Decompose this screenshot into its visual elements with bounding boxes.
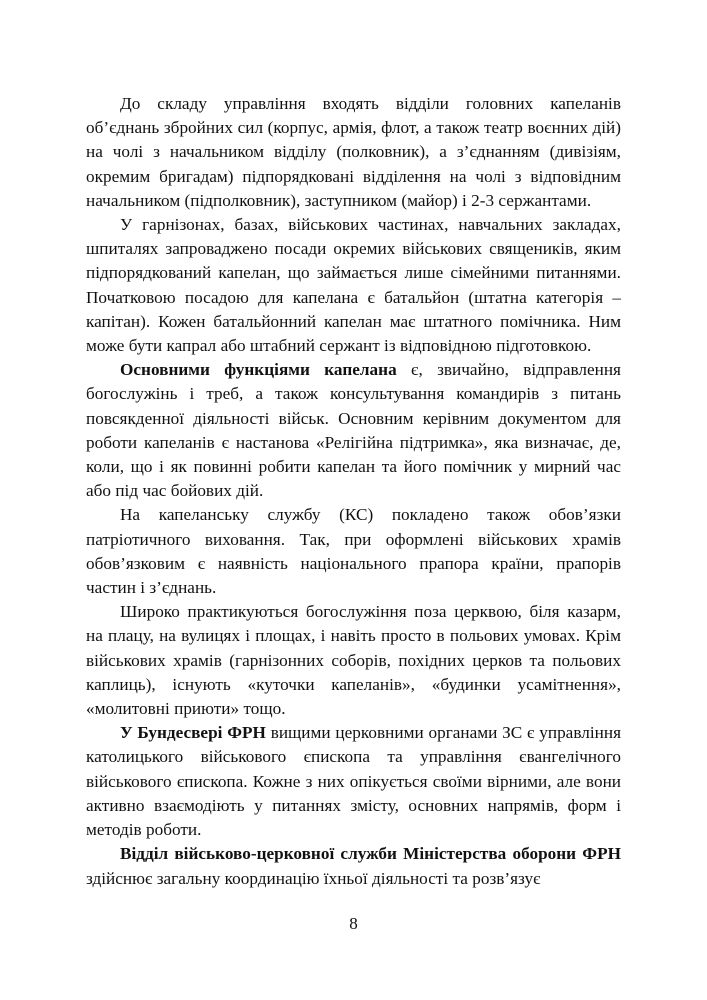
text-run: Широко практикуються богослужіння поза церквою, біля казарм, на плацу, на вулицях і площах, і навіть просто в польових умовах. Крім військових храмів (гарнізонних соборів, похідних церков та польових каплиць), існують «куточки капеланів», «будинки усамітнення», «молитовні приюти» тощо. (86, 602, 621, 719)
paragraph-ministry-department (86, 842, 621, 890)
text-run: здійснює загальну координацію їхньої діяльності та розв’язує (86, 868, 541, 888)
text-run: У гарнізонах, базах, військових частинах, навчальних закладах, шпиталях запроваджено посади окремих військових священиків, яким підпорядкований капелан, що займається лише сімейними питаннями. Початковою посадою для капелана є батальйон (штатна категорія – капітан). Кожен батальйонний капелан має штатного помічника. Ним може бути капрал або штабний сержант із відповідною підготовкою. (86, 215, 621, 356)
page-number: 8 (349, 914, 358, 933)
paragraph-bundeswehr (86, 721, 621, 842)
bold-heading-run: Основними функціями капелана (120, 360, 397, 380)
paragraph-chaplain-departments (86, 92, 621, 213)
text-run: є, звичайно, відправлення богослужінь і треб, а також консультування командирів з питань повсякденної діяльності військ. Основним керівним документом для роботи капеланів є настанова «Релігійна підтримка», яка визначає, де, коли, що і як повинні робити капелан та його помічник у мирний час або під час бойових дій. (86, 360, 621, 501)
bold-heading-run: Відділ військово-церковної служби Міністерства оборони ФРН (120, 844, 621, 864)
document-body (86, 92, 621, 891)
paragraph-garrison-priests (86, 213, 621, 358)
text-run: До складу управління входять відділи головних капеланів об’єднань збройних сил (корпус, армія, флот, а також театр воєнних дій) на чолі з начальником відділу (полковник), а з’єднанням (дивізіям, окремим бригадам) підпорядковані відділення на чолі з відповідним начальником (підполковник), заступником (майор) і 2-3 сержантами. (86, 94, 621, 210)
bold-heading-run: У Бундесвері ФРН (120, 723, 266, 743)
text-run: На капеланську службу (КС) покладено також обов’язки патріотичного виховання. Так, при оформлені військових храмів обов’язковим є наявність національного прапора країни, прапорів частин і з’єднань. (86, 505, 621, 598)
paragraph-field-services (86, 600, 621, 721)
text-run: вищими церковними органами ЗС є управління католицького військового єпископа та управління євангелічного військового єпископа. Кожне з них опікується своїми вірними, але вони активно взаємодіють у питаннях змісту, основних напрямів, форм і методів роботи. (86, 723, 621, 840)
paragraph-patriotic-education (86, 503, 621, 600)
paragraph-main-functions (86, 358, 621, 503)
